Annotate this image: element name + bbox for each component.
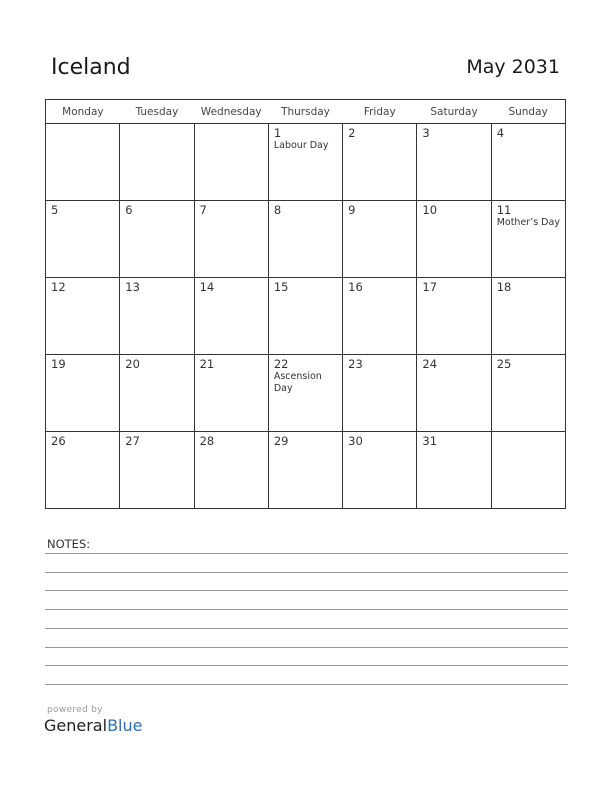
day-number: 5 xyxy=(51,203,59,217)
country-title: Iceland xyxy=(51,55,131,80)
day-cell xyxy=(194,278,268,355)
day-number: 27 xyxy=(125,434,140,448)
day-cell xyxy=(417,278,491,355)
day-cell xyxy=(417,355,491,432)
day-cell xyxy=(46,355,120,432)
day-cell xyxy=(120,432,194,509)
day-cell xyxy=(46,201,120,278)
day-number: 12 xyxy=(51,280,66,294)
day-number: 1 xyxy=(273,126,282,140)
day-cell xyxy=(268,124,342,201)
weekday-header: Friday xyxy=(343,100,417,124)
holiday-label: Ascension Day xyxy=(273,371,322,394)
day-number: 8 xyxy=(273,203,282,217)
notes-label: NOTES: xyxy=(47,537,91,551)
weekday-header: Sunday xyxy=(491,100,565,124)
weekday-header: Thursday xyxy=(268,100,342,124)
day-cell xyxy=(268,201,342,278)
week-row xyxy=(46,124,566,201)
day-number: 3 xyxy=(422,126,430,140)
holiday-label: Mother’s Day xyxy=(496,217,560,228)
day-number: 18 xyxy=(496,280,512,294)
day-cell xyxy=(491,201,565,278)
day-cell xyxy=(491,124,565,201)
brand-blue-text: Blue xyxy=(107,716,143,735)
day-number: 16 xyxy=(348,280,363,294)
week-row xyxy=(46,278,566,355)
day-number: 14 xyxy=(199,280,215,294)
day-cell xyxy=(417,432,491,509)
day-number: 4 xyxy=(496,126,505,140)
generalblue-logo xyxy=(44,716,142,735)
day-cell xyxy=(120,201,194,278)
day-cell xyxy=(417,201,491,278)
calendar-grid xyxy=(45,99,566,509)
day-number: 28 xyxy=(199,434,215,448)
day-cell xyxy=(46,278,120,355)
day-number: 23 xyxy=(348,357,363,371)
weekday-header: Tuesday xyxy=(120,100,194,124)
day-cell xyxy=(46,124,120,201)
powered-by-text: powered by xyxy=(47,705,103,715)
day-number: 30 xyxy=(348,434,363,448)
day-cell xyxy=(343,201,417,278)
day-cell xyxy=(343,432,417,509)
day-cell xyxy=(268,432,342,509)
day-cell xyxy=(343,278,417,355)
day-number: 13 xyxy=(125,280,140,294)
day-cell xyxy=(46,432,120,509)
day-number: 21 xyxy=(199,357,215,371)
day-cell xyxy=(268,355,342,432)
note-line xyxy=(45,684,568,685)
note-line xyxy=(45,590,568,591)
day-cell xyxy=(194,432,268,509)
day-number: 19 xyxy=(51,357,66,371)
day-number: 25 xyxy=(496,357,512,371)
day-number: 29 xyxy=(273,434,289,448)
day-number: 26 xyxy=(51,434,66,448)
day-number: 10 xyxy=(422,203,438,217)
day-cell xyxy=(194,355,268,432)
day-number: 24 xyxy=(422,357,438,371)
day-cell xyxy=(343,355,417,432)
day-cell xyxy=(120,124,194,201)
note-line xyxy=(45,553,568,554)
day-cell xyxy=(194,124,268,201)
weekday-header: Monday xyxy=(46,100,120,124)
day-number: 20 xyxy=(125,357,140,371)
note-line xyxy=(45,609,568,610)
day-cell xyxy=(491,432,565,509)
note-line xyxy=(45,647,568,648)
day-number: 7 xyxy=(199,203,207,217)
day-number: 11 xyxy=(496,203,512,217)
week-row xyxy=(46,355,566,432)
day-cell xyxy=(343,124,417,201)
day-number: 22 xyxy=(273,357,289,371)
day-number: 15 xyxy=(273,280,289,294)
day-number: 9 xyxy=(348,203,356,217)
day-cell xyxy=(491,278,565,355)
brand-general-text: General xyxy=(44,716,108,735)
day-cell xyxy=(194,201,268,278)
day-number: 31 xyxy=(422,434,438,448)
holiday-label: Labour Day xyxy=(273,140,329,151)
day-number: 17 xyxy=(422,280,438,294)
week-row xyxy=(46,201,566,278)
month-year-title: May 2031 xyxy=(466,56,560,78)
note-line xyxy=(45,628,568,629)
weekday-header-row xyxy=(46,100,566,124)
day-number: 6 xyxy=(125,203,133,217)
day-number: 2 xyxy=(348,126,356,140)
note-line xyxy=(45,572,568,573)
week-row xyxy=(46,432,566,509)
day-cell xyxy=(268,278,342,355)
day-cell xyxy=(120,355,194,432)
day-cell xyxy=(417,124,491,201)
day-cell xyxy=(120,278,194,355)
weekday-header: Saturday xyxy=(417,100,491,124)
day-cell xyxy=(491,355,565,432)
weekday-header: Wednesday xyxy=(194,100,268,124)
note-line xyxy=(45,665,568,666)
